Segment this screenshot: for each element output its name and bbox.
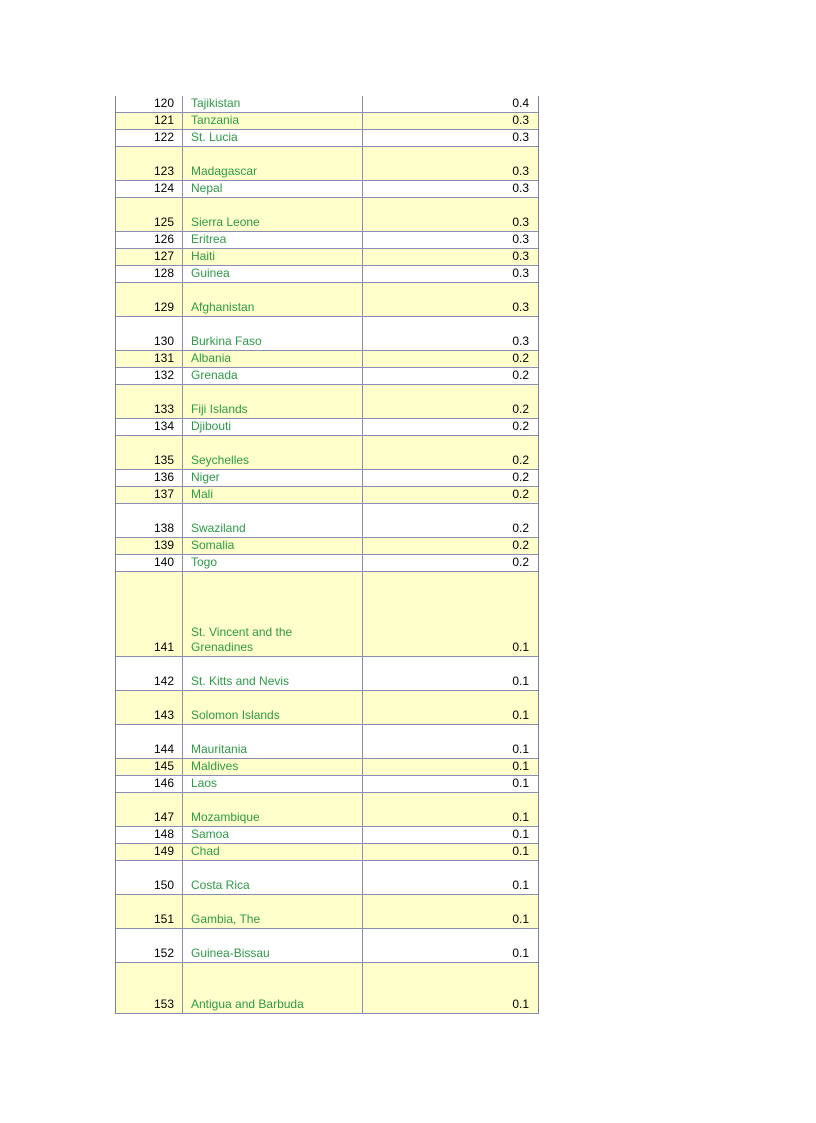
table-row: [116, 487, 538, 504]
value-cell: 0.1: [512, 640, 529, 654]
country-cell: Costa Rica: [182, 861, 363, 894]
country-cell: Guinea: [182, 266, 363, 282]
country-cell: Mali: [182, 487, 363, 503]
rank-cell: 139: [153, 538, 174, 552]
rank-cell: 130: [153, 334, 174, 348]
rank-cell: 126: [153, 232, 174, 246]
table-row: [116, 691, 538, 725]
value-cell: 0.1: [512, 708, 529, 722]
country-cell: Afghanistan: [182, 283, 363, 316]
country-cell: Togo: [182, 555, 363, 571]
value-cell: 0.1: [512, 742, 529, 756]
rank-cell: 144: [153, 742, 174, 756]
table-row: [116, 130, 538, 147]
rank-cell: 148: [153, 827, 174, 841]
country-cell: Madagascar: [182, 147, 363, 180]
rank-cell: 127: [153, 249, 174, 263]
table-row: [116, 198, 538, 232]
table-row: [116, 657, 538, 691]
rank-cell: 123: [153, 164, 174, 178]
value-cell: 0.3: [512, 232, 529, 246]
table-row: [116, 317, 538, 351]
rank-cell: 147: [153, 810, 174, 824]
rank-cell: 149: [153, 844, 174, 858]
value-cell: 0.1: [512, 912, 529, 926]
value-cell: 0.1: [512, 844, 529, 858]
table-row: [116, 266, 538, 283]
country-cell: Guinea-Bissau: [182, 929, 363, 962]
table-row: [116, 963, 538, 1014]
value-cell: 0.3: [512, 266, 529, 280]
country-cell: Haiti: [182, 249, 363, 265]
value-cell: 0.3: [512, 249, 529, 263]
table-row: [116, 861, 538, 895]
rank-cell: 121: [153, 113, 174, 127]
table-row: [116, 368, 538, 385]
country-cell: Sierra Leone: [182, 198, 363, 231]
table-row: [116, 283, 538, 317]
rank-cell: 125: [153, 215, 174, 229]
country-cell: St. Kitts and Nevis: [182, 657, 363, 690]
table-row: [116, 929, 538, 963]
country-cell: St. Lucia: [182, 130, 363, 146]
rank-cell: 138: [153, 521, 174, 535]
rank-cell: 143: [153, 708, 174, 722]
table-row: [116, 249, 538, 266]
value-cell: 0.3: [512, 164, 529, 178]
table-row: [116, 844, 538, 861]
rank-cell: 135: [153, 453, 174, 467]
country-cell: Maldives: [182, 759, 363, 775]
value-cell: 0.3: [512, 113, 529, 127]
table-row: [116, 113, 538, 130]
rank-cell: 131: [153, 351, 174, 365]
rank-cell: 146: [153, 776, 174, 790]
value-cell: 0.1: [512, 674, 529, 688]
rank-cell: 120: [153, 96, 174, 110]
table-row: [116, 351, 538, 368]
table-row: [116, 504, 538, 538]
country-cell: Gambia, The: [182, 895, 363, 928]
table-row: [116, 555, 538, 572]
value-cell: 0.1: [512, 827, 529, 841]
rank-cell: 136: [153, 470, 174, 484]
table-row: [116, 538, 538, 555]
rank-cell: 142: [153, 674, 174, 688]
country-cell: Somalia: [182, 538, 363, 554]
rank-cell: 151: [153, 912, 174, 926]
rank-cell: 153: [153, 997, 174, 1011]
value-cell: 0.3: [512, 181, 529, 195]
country-cell: St. Vincent and the Grenadines: [182, 572, 363, 656]
country-cell: Nepal: [182, 181, 363, 197]
rank-cell: 124: [153, 181, 174, 195]
rank-cell: 137: [153, 487, 174, 501]
value-cell: 0.2: [512, 453, 529, 467]
table-row: [116, 776, 538, 793]
country-cell: Grenada: [182, 368, 363, 384]
value-cell: 0.2: [512, 419, 529, 433]
country-cell: Burkina Faso: [182, 317, 363, 350]
country-cell: Fiji Islands: [182, 385, 363, 418]
value-cell: 0.1: [512, 759, 529, 773]
table-row: [116, 232, 538, 249]
country-cell: Tanzania: [182, 113, 363, 129]
table-row: [116, 96, 538, 113]
value-cell: 0.3: [512, 334, 529, 348]
value-cell: 0.2: [512, 487, 529, 501]
table-row: [116, 147, 538, 181]
table-row: [116, 759, 538, 776]
country-cell: Eritrea: [182, 232, 363, 248]
value-cell: 0.2: [512, 368, 529, 382]
rank-cell: 122: [153, 130, 174, 144]
value-cell: 0.3: [512, 215, 529, 229]
country-cell: Chad: [182, 844, 363, 860]
table-row: [116, 419, 538, 436]
value-cell: 0.1: [512, 997, 529, 1011]
rank-cell: 145: [153, 759, 174, 773]
value-cell: 0.2: [512, 555, 529, 569]
value-cell: 0.2: [512, 351, 529, 365]
table-row: [116, 181, 538, 198]
country-cell: Mauritania: [182, 725, 363, 758]
table-row: [116, 436, 538, 470]
table-row: [116, 385, 538, 419]
value-cell: 0.1: [512, 946, 529, 960]
country-cell: Djibouti: [182, 419, 363, 435]
value-cell: 0.4: [512, 96, 529, 110]
country-cell: Swaziland: [182, 504, 363, 537]
value-cell: 0.1: [512, 878, 529, 892]
country-cell: Albania: [182, 351, 363, 367]
value-cell: 0.3: [512, 300, 529, 314]
value-cell: 0.2: [512, 538, 529, 552]
country-cell: Seychelles: [182, 436, 363, 469]
value-cell: 0.2: [512, 521, 529, 535]
rank-cell: 133: [153, 402, 174, 416]
rank-cell: 128: [153, 266, 174, 280]
value-cell: 0.2: [512, 402, 529, 416]
table-row: [116, 895, 538, 929]
table-row: [116, 470, 538, 487]
value-cell: 0.1: [512, 776, 529, 790]
country-cell: Tajikistan: [182, 96, 363, 112]
value-cell: 0.3: [512, 130, 529, 144]
rank-cell: 152: [153, 946, 174, 960]
country-cell: Solomon Islands: [182, 691, 363, 724]
country-cell: Laos: [182, 776, 363, 792]
country-cell: Niger: [182, 470, 363, 486]
spreadsheet-table: [115, 96, 539, 1014]
rank-cell: 134: [153, 419, 174, 433]
table-row: [116, 793, 538, 827]
value-cell: 0.2: [512, 470, 529, 484]
rank-cell: 129: [153, 300, 174, 314]
country-cell: Antigua and Barbuda: [182, 963, 363, 1013]
value-cell: 0.1: [512, 810, 529, 824]
rank-cell: 150: [153, 878, 174, 892]
rank-cell: 140: [153, 555, 174, 569]
table-row: [116, 572, 538, 657]
table-row: [116, 827, 538, 844]
country-cell: Mozambique: [182, 793, 363, 826]
rank-cell: 132: [153, 368, 174, 382]
country-cell: Samoa: [182, 827, 363, 843]
table-row: [116, 725, 538, 759]
rank-cell: 141: [153, 640, 174, 654]
